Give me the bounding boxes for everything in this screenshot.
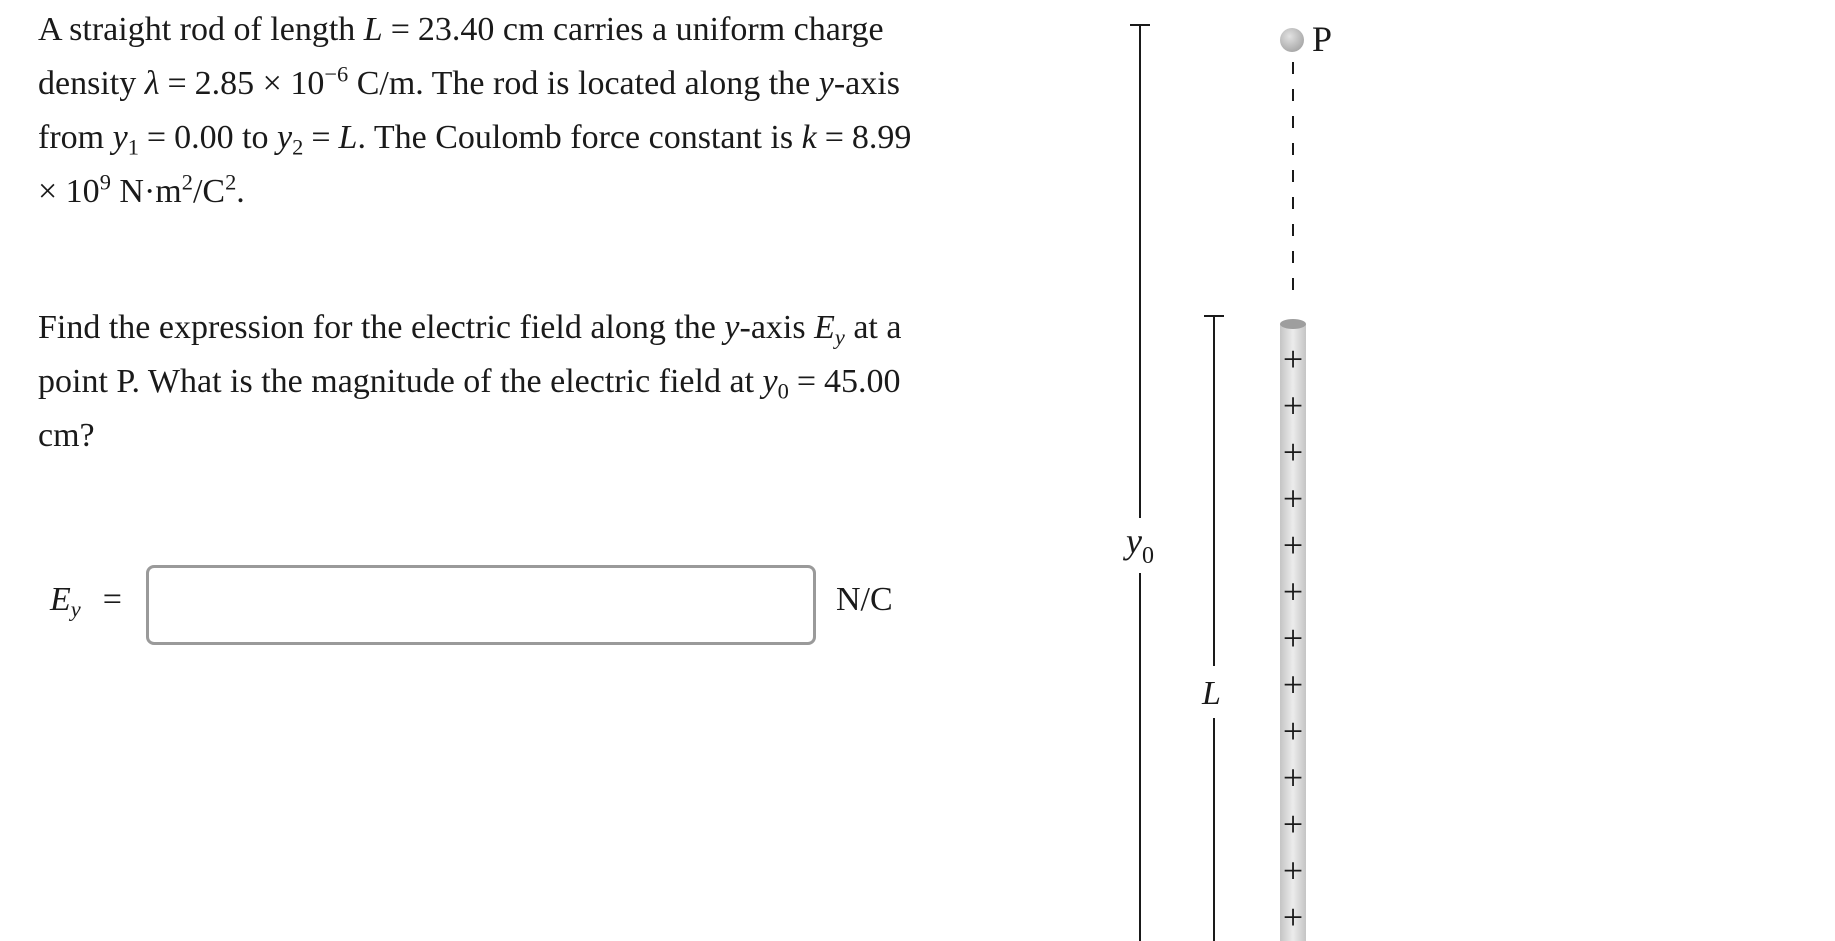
rod-top-cap [1280, 319, 1306, 329]
var-L: L [338, 119, 358, 156]
var-E: E [50, 581, 71, 618]
k-unit: N·m [119, 173, 182, 210]
var-y1: y [112, 119, 128, 156]
var-y0: y [762, 363, 778, 400]
unit-exponent: 2 [225, 169, 237, 195]
text-segment: 45.00 cm? [38, 363, 901, 454]
plus-charge: + [1282, 618, 1304, 658]
plus-charge: + [1282, 339, 1304, 379]
L-dimension-line [1204, 316, 1224, 941]
plus-charge: + [1282, 804, 1304, 844]
text-segment: Find the expression for the electric field along the [38, 309, 716, 346]
y0-dimension-line [1130, 25, 1150, 941]
answer-label [50, 581, 130, 622]
plus-charge: + [1282, 525, 1304, 565]
question-statement [38, 301, 918, 463]
var-E: E [814, 309, 835, 346]
text-segment: 0.00 to [174, 119, 269, 156]
text-segment: at a point P. What is the magnitude of the electric field at [38, 309, 902, 400]
text-segment: . The Coulomb force constant is [357, 119, 794, 156]
unit-exponent: 2 [181, 169, 193, 195]
var-k: k [801, 119, 817, 156]
y0-label: $y_0$ [1126, 521, 1154, 569]
equals-sign: = [146, 119, 167, 156]
plus-charge: + [1282, 664, 1304, 705]
lambda-exponent: −6 [324, 61, 349, 87]
plus-charge: + [1282, 897, 1304, 937]
E-subscript: y [70, 596, 81, 622]
plus-charge: + [1282, 757, 1304, 798]
point-P-marker [1280, 28, 1304, 52]
plus-charge: + [1282, 711, 1304, 751]
plus-charge: + [1282, 478, 1304, 519]
var-y: y [818, 65, 834, 102]
equals-sign: = [102, 581, 122, 618]
equals-sign: = [167, 65, 187, 102]
var-y2: y [277, 119, 293, 156]
rod-figure [1040, 0, 1540, 941]
y1-subscript: 1 [127, 134, 139, 160]
k-exponent: 9 [99, 169, 111, 195]
equals-sign: = [311, 119, 331, 156]
L-label: L [1202, 675, 1221, 712]
var-L: L [363, 11, 383, 48]
answer-input[interactable] [146, 565, 816, 645]
plus-charge: + [1282, 571, 1304, 612]
problem-statement [38, 3, 918, 219]
var-lambda: λ [144, 65, 160, 102]
y0-subscript: 0 [777, 378, 789, 404]
point-P-label: P [1312, 19, 1333, 59]
equals-sign: = [796, 363, 817, 400]
plus-charge: + [1282, 850, 1304, 891]
k-unit: /C [192, 173, 226, 210]
text-segment: C/m. The rod is located along the [356, 65, 811, 102]
text-segment: -axis from [38, 65, 900, 156]
k-value: 8.99 × 10 [38, 119, 912, 210]
y2-subscript: 2 [292, 134, 304, 160]
var-y: y [724, 309, 740, 346]
text-segment: . [236, 173, 245, 210]
lambda-value: 2.85 × 10 [194, 65, 325, 102]
equals-sign: = [390, 11, 410, 48]
text-segment: -axis [739, 309, 806, 346]
text-segment: A straight rod of length [38, 11, 356, 48]
E-subscript: y [834, 324, 845, 350]
equals-sign: = [824, 119, 844, 156]
answer-unit: N/C [836, 581, 893, 618]
text-segment: 23.40 cm carries a uniform charge density [38, 11, 884, 102]
plus-charge: + [1282, 432, 1304, 472]
plus-charge: + [1282, 385, 1304, 426]
